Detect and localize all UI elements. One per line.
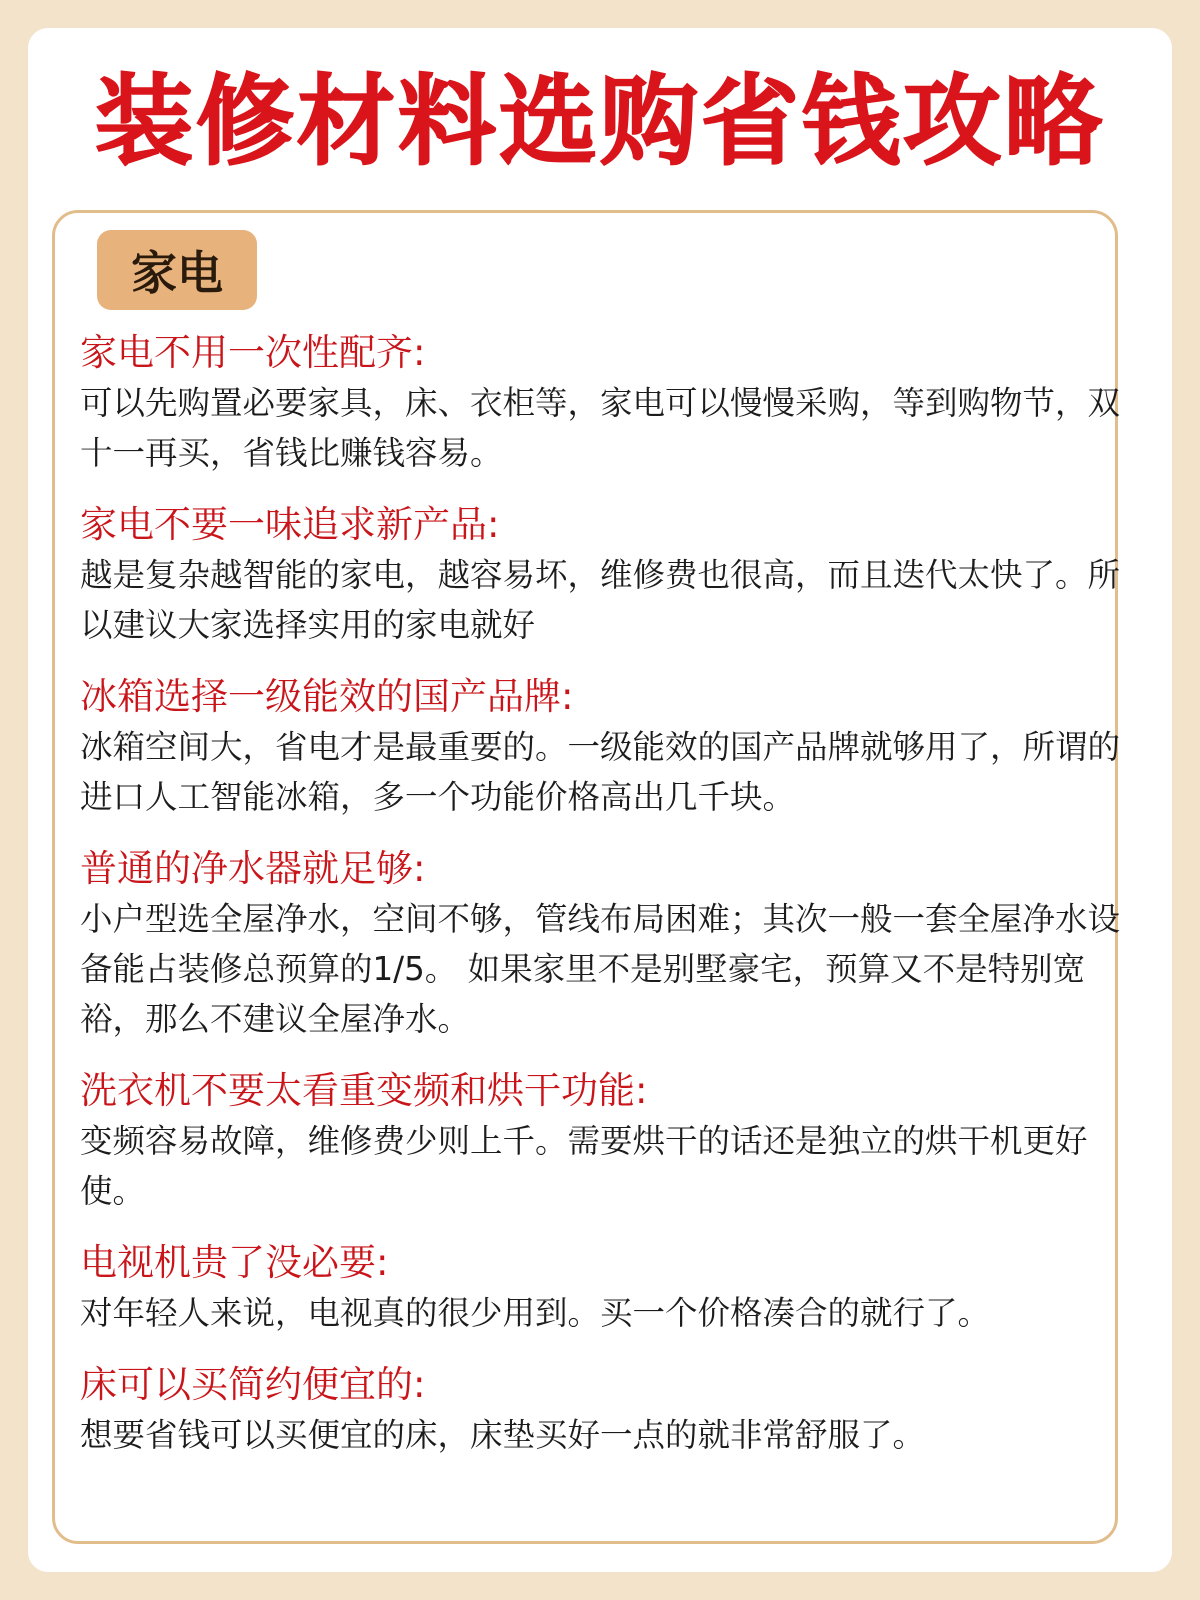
tip-item xyxy=(80,500,1120,650)
tip-body: 小户型选全屋净水，空间不够，管线布局困难；其次一般一套全屋净水设备能占装修总预算的1/5。 如果家里不是别墅豪宅，预算又不是特别宽裕，那么不建议全屋净水。 xyxy=(80,900,1121,1038)
tip-title: 电视机贵了没必要: xyxy=(80,1241,389,1284)
tip-title: 床可以买简约便宜的: xyxy=(80,1363,426,1406)
tip-item xyxy=(80,844,1120,1044)
tip-title: 普通的净水器就足够: xyxy=(80,847,426,890)
tip-body: 想要省钱可以买便宜的床，床垫买好一点的就非常舒服了。 xyxy=(80,1416,926,1454)
tip-body: 可以先购置必要家具，床、衣柜等，家电可以慢慢采购，等到购物节，双十一再买，省钱比赚钱容易。 xyxy=(80,384,1121,472)
tip-title: 家电不要一味追求新产品: xyxy=(80,503,500,546)
tip-title: 洗衣机不要太看重变频和烘干功能: xyxy=(80,1069,648,1112)
tips-list xyxy=(80,328,1120,1482)
tip-item xyxy=(80,1066,1120,1216)
tip-body: 对年轻人来说，电视真的很少用到。买一个价格凑合的就行了。 xyxy=(80,1294,991,1332)
tip-body: 冰箱空间大，省电才是最重要的。一级能效的国产品牌就够用了，所谓的进口人工智能冰箱，多一个功能价格高出几千块。 xyxy=(80,728,1121,816)
tip-item xyxy=(80,672,1120,822)
tip-item xyxy=(80,1360,1120,1460)
tip-title: 冰箱选择一级能效的国产品牌: xyxy=(80,675,574,718)
page-title: 装修材料选购省钱攻略 xyxy=(94,65,1105,179)
section-tag: 家电 xyxy=(97,230,257,310)
tip-body: 变频容易故障，维修费少则上千。需要烘干的话还是独立的烘干机更好使。 xyxy=(80,1122,1088,1210)
tip-item xyxy=(80,1238,1120,1338)
tip-item xyxy=(80,328,1120,478)
tip-body: 越是复杂越智能的家电，越容易坏，维修费也很高，而且迭代太快了。所以建议大家选择实用的家电就好 xyxy=(80,556,1121,644)
tip-title: 家电不用一次性配齐: xyxy=(80,331,426,374)
